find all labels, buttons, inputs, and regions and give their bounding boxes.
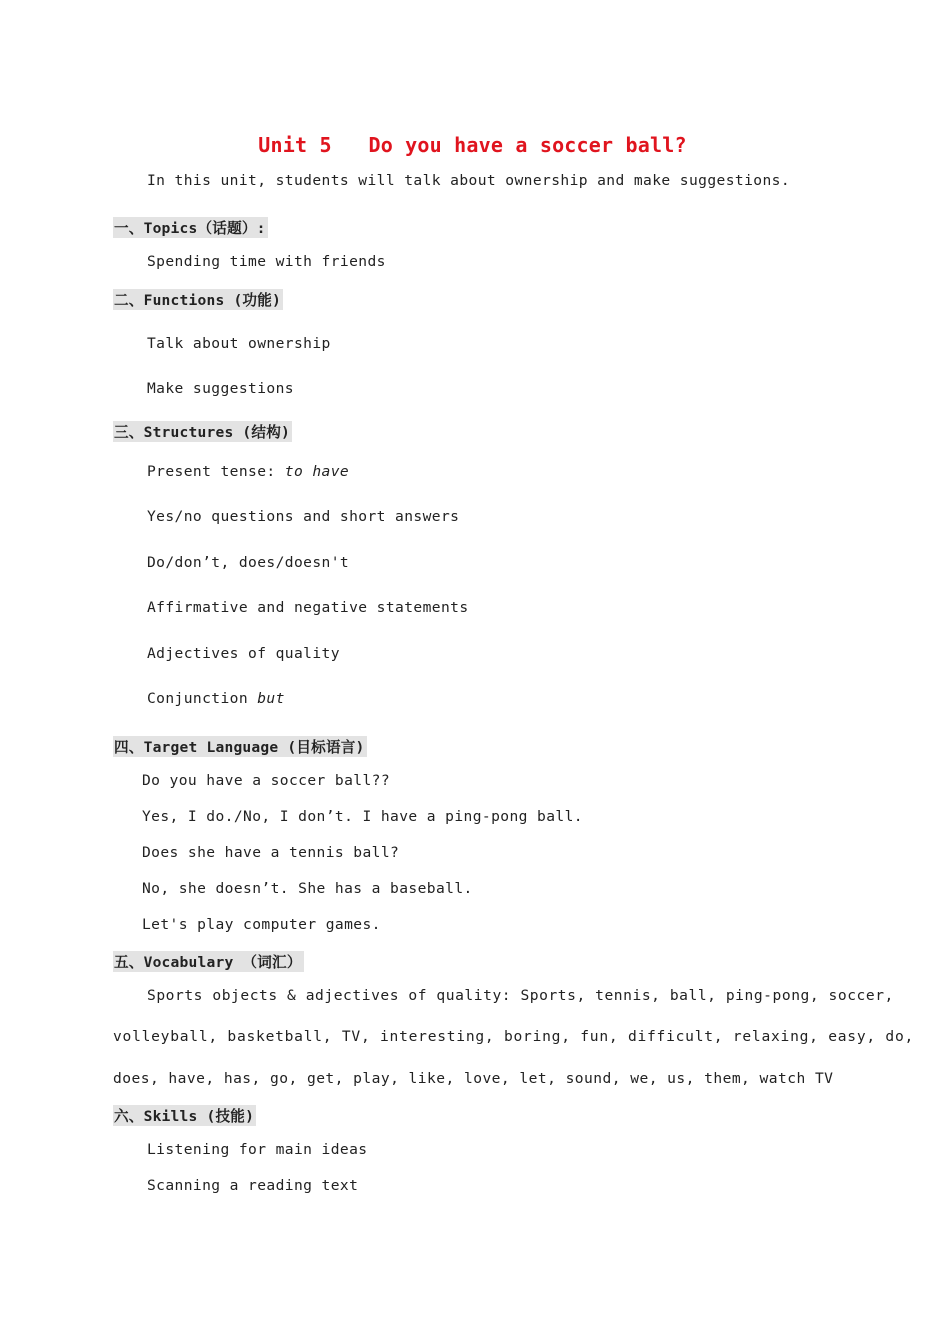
target-language-item: Do you have a soccer ball?? [142,772,391,789]
conjunction-label: Conjunction [147,690,258,707]
target-language-item: No, she doesn’t. She has a baseball. [142,880,473,897]
structures-item: Do/don’t, does/doesn't [147,554,350,571]
intro-text: In this unit, students will talk about ownership and make suggestions. [147,172,791,189]
section-heading-vocabulary: 五、Vocabulary （词汇） [113,951,304,972]
section-heading-topics: 一、Topics（话题）: [113,217,268,238]
structures-item: Adjectives of quality [147,645,340,662]
functions-item: Talk about ownership [147,335,331,352]
section-heading-structures: 三、Structures (结构) [113,421,292,442]
skills-item: Listening for main ideas [147,1141,368,1158]
functions-item: Make suggestions [147,380,294,397]
section-heading-skills: 六、Skills (技能) [113,1105,256,1126]
conjunction-word: but [257,690,285,707]
topics-item: Spending time with friends [147,253,386,270]
target-language-item: Yes, I do./No, I don’t. I have a ping-pong ball. [142,808,583,825]
vocabulary-line: volleyball, basketball, TV, interesting, boring, fun, difficult, relaxing, easy, do, [113,1028,915,1045]
target-language-item: Let's play computer games. [142,916,381,933]
section-heading-functions: 二、Functions (功能) [113,289,283,310]
structures-item-conjunction [147,690,285,707]
skills-item: Scanning a reading text [147,1177,359,1194]
structures-item: Affirmative and negative statements [147,599,469,616]
page-title: Unit 5 Do you have a soccer ball? [258,133,687,157]
present-tense-verb: to have [284,463,350,480]
target-language-item: Does she have a tennis ball? [142,844,400,861]
section-heading-target-language: 四、Target Language (目标语言) [113,736,367,757]
vocabulary-line: Sports objects & adjectives of quality: Sports, tennis, ball, ping-pong, soccer, [147,987,894,1004]
present-tense-label: Present tense: [147,463,285,480]
structures-item-present-tense [147,463,349,480]
structures-item: Yes/no questions and short answers [147,508,460,525]
vocabulary-line: does, have, has, go, get, play, like, love, let, sound, we, us, them, watch TV [113,1070,834,1087]
